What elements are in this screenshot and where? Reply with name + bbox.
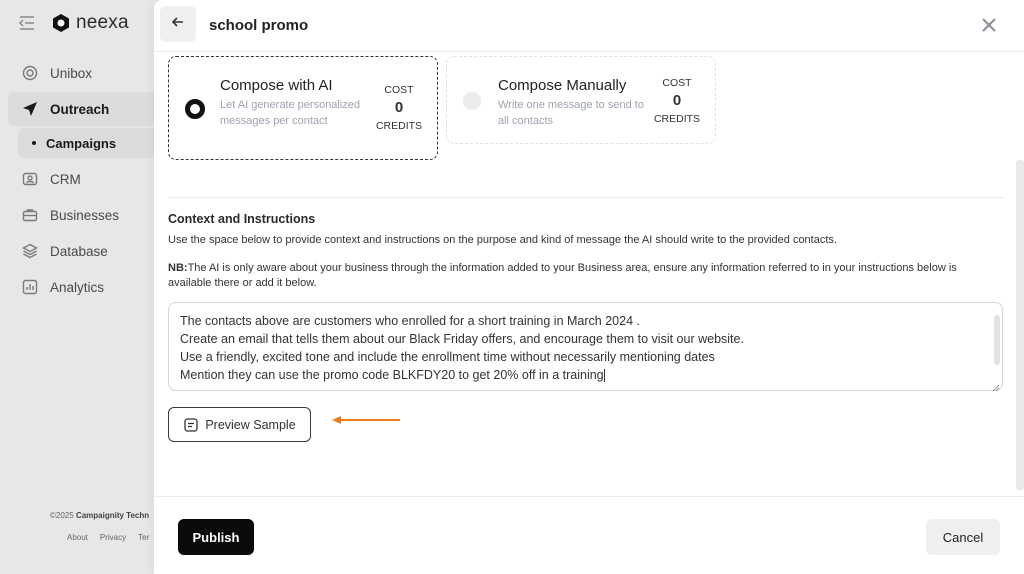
option-description: Let AI generate personalized messages per contact (220, 99, 361, 127)
nb-text: The AI is only aware about your business through the information added to your Business area, ensure any information referred to in your instructions below is available there or add it below. (168, 262, 957, 289)
sidebar-nav (8, 56, 160, 306)
sidebar-item-label: Businesses (50, 207, 120, 223)
terms-link[interactable]: Ter (138, 533, 150, 542)
compose-manually-option[interactable] (446, 56, 716, 144)
sidebar (0, 0, 160, 574)
sidebar-item-businesses[interactable] (8, 198, 160, 232)
nb-label: NB: (168, 262, 188, 274)
radio-unselected-icon[interactable] (463, 92, 481, 110)
panel-scrollbar[interactable] (1016, 160, 1024, 490)
instruction-line: The contacts above are customers who enrolled for a short training in March 2024 . (180, 314, 640, 328)
compose-with-ai-option[interactable] (168, 56, 438, 160)
send-icon (22, 101, 38, 117)
company-name: Campaignity Techn (75, 511, 150, 520)
privacy-link[interactable]: Privacy (99, 533, 127, 542)
instruction-line: Use a friendly, excited tone and include the enrollment time without necessarily mentioning dates (180, 350, 715, 364)
sidebar-item-database[interactable] (8, 234, 160, 268)
unibox-icon (22, 65, 38, 81)
publish-button[interactable]: Publish (178, 519, 254, 555)
panel-footer (154, 496, 1024, 574)
context-description: Use the space below to provide context and instructions on the purpose and kind of message the AI should write to the provided contacts. (168, 234, 837, 246)
preview-sample-button[interactable] (168, 407, 311, 442)
collapse-sidebar-icon[interactable] (18, 14, 36, 32)
cost-block (649, 77, 705, 125)
sidebar-item-label: Database (50, 243, 108, 259)
logo-hexagon-icon (52, 13, 70, 33)
instruction-line (180, 366, 991, 384)
close-icon[interactable] (980, 16, 998, 34)
annotation-arrow-icon (332, 414, 402, 426)
copyright-text (50, 511, 149, 520)
sidebar-item-label: Outreach (50, 101, 110, 117)
cost-value: 0 (394, 99, 404, 116)
option-description: Write one message to send to all contacts (498, 99, 644, 127)
divider (168, 197, 1004, 198)
sidebar-item-outreach[interactable] (8, 92, 160, 126)
back-button[interactable] (160, 6, 196, 42)
sidebar-subitem-campaigns[interactable] (18, 128, 160, 158)
credits-label: CREDITS (653, 113, 701, 125)
cost-block (371, 84, 427, 132)
cost-label: COST (384, 84, 414, 96)
textarea-scrollbar[interactable] (994, 315, 1000, 365)
sidebar-top (18, 12, 129, 34)
cost-value: 0 (672, 92, 682, 109)
footer-links (67, 533, 149, 542)
about-link[interactable]: About (67, 533, 88, 542)
document-icon (183, 417, 199, 433)
option-title: Compose Manually (498, 77, 627, 94)
option-title: Compose with AI (220, 77, 333, 94)
campaign-editor-panel (154, 0, 1024, 574)
sidebar-subitem-label: Campaigns (46, 135, 117, 151)
nb-note (168, 261, 998, 291)
database-icon (22, 243, 38, 259)
bullet-icon (32, 141, 36, 145)
sidebar-item-label: CRM (50, 171, 81, 187)
analytics-icon (22, 279, 38, 295)
logo[interactable] (52, 12, 129, 34)
context-title: Context and Instructions (168, 212, 316, 226)
instruction-line: Create an email that tells them about our Black Friday offers, and encourage them to visit our website. (180, 332, 744, 346)
panel-header (154, 0, 1024, 52)
preview-sample-label: Preview Sample (205, 417, 296, 432)
radio-selected-icon[interactable] (185, 99, 205, 119)
sidebar-item-crm[interactable] (8, 162, 160, 196)
cost-label: COST (662, 77, 692, 89)
logo-text: neexa (76, 12, 129, 33)
copyright-year: ©2025 (50, 511, 74, 520)
sidebar-item-label: Analytics (50, 279, 105, 295)
sidebar-item-unibox[interactable] (8, 56, 160, 90)
arrow-left-icon (171, 15, 185, 34)
instruction-line-text: Mention they can use the promo code BLKFDY20 to get 20% off in a training (180, 368, 604, 382)
credits-label: CREDITS (375, 120, 423, 132)
resize-handle-icon[interactable] (991, 379, 1000, 388)
text-caret (604, 369, 605, 382)
sidebar-item-label: Unibox (50, 65, 93, 81)
page-title: school promo (209, 17, 309, 34)
briefcase-icon (22, 207, 38, 223)
instructions-textarea[interactable] (168, 302, 1003, 391)
cancel-button[interactable]: Cancel (926, 519, 1000, 555)
sidebar-item-analytics[interactable] (8, 270, 160, 304)
crm-icon (22, 171, 38, 187)
